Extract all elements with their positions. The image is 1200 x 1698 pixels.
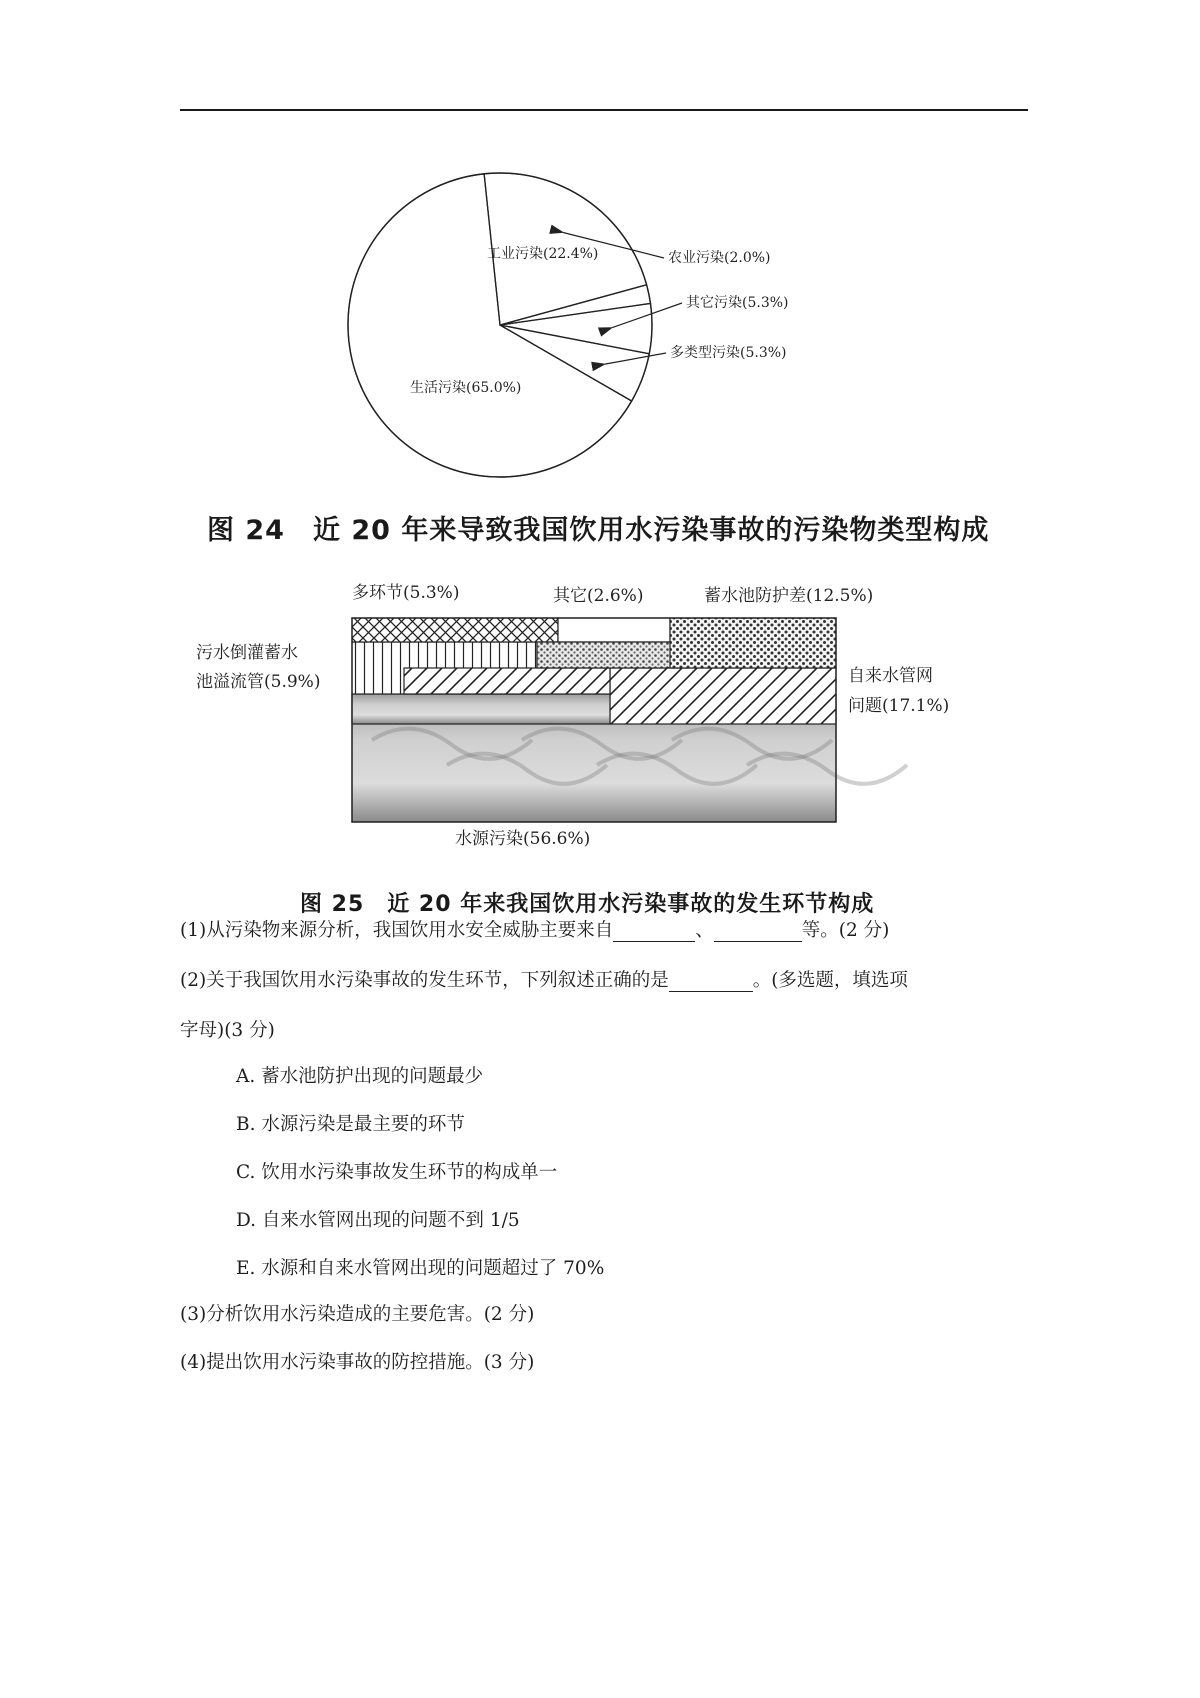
label-multi-stage: 多环节(5.3%)	[352, 583, 460, 603]
question-2-line-2: 字母)(3 分)	[180, 1020, 275, 1041]
label-pipe-line2: 问题(17.1%)	[848, 696, 950, 716]
label-overflow-line2: 池溢流管(5.9%)	[196, 672, 321, 692]
question-4: (4)提出饮用水污染事故的防控措施。(3 分)	[180, 1352, 535, 1373]
question-1	[180, 916, 889, 942]
option-b: B. 水源污染是最主要的环节	[236, 1114, 465, 1135]
figure-24-caption: 图 24 近 20 年来导致我国饮用水污染事故的污染物类型构成	[207, 515, 990, 546]
answer-blank-3[interactable]	[669, 971, 753, 992]
segment-multi-stage	[352, 618, 558, 642]
answer-blank-2[interactable]	[714, 921, 802, 942]
pie-slice-label: 生活污染(65.0%)	[410, 380, 522, 396]
label-reservoir-protection: 蓄水池防护差(12.5%)	[704, 586, 874, 606]
segment-pipe-network-overlay	[404, 668, 610, 694]
question-2-instruction: 。(多选题，填选项	[752, 970, 908, 991]
segment-reservoir-lower	[537, 642, 688, 668]
question-1-text: (1)从污染物来源分析，我国饮用水安全威胁主要来自	[180, 920, 614, 941]
question-1-separator: 、	[695, 920, 714, 941]
question-1-points: 等。(2 分)	[801, 920, 890, 941]
label-other: 其它(2.6%)	[553, 586, 644, 606]
option-a: A. 蓄水池防护出现的问题最少	[236, 1066, 484, 1087]
segment-water-source-upper	[352, 694, 610, 724]
option-c: C. 饮用水污染事故发生环节的构成单一	[236, 1162, 558, 1183]
pie-slice-label: 工业污染(22.4%)	[487, 246, 599, 262]
segment-other	[558, 618, 670, 642]
label-pipe-line1: 自来水管网	[848, 666, 933, 686]
pie-slice-label: 其它污染(5.3%)	[686, 295, 789, 311]
question-3: (3)分析饮用水污染造成的主要危害。(2 分)	[180, 1304, 535, 1325]
question-2-text: (2)关于我国饮用水污染事故的发生环节，下列叙述正确的是	[180, 970, 669, 991]
figure-25-caption: 图 25 近 20 年来我国饮用水污染事故的发生环节构成	[300, 892, 875, 917]
segment-pipe-network-right	[610, 668, 836, 724]
label-water-source: 水源污染(56.6%)	[455, 829, 591, 849]
pie-slice-label: 农业污染(2.0%)	[668, 250, 771, 266]
answer-blank-1[interactable]	[613, 921, 695, 942]
option-e: E. 水源和自来水管网出现的问题超过了 70%	[236, 1258, 605, 1279]
label-overflow-line1: 污水倒灌蓄水	[196, 643, 298, 663]
option-d: D. 自来水管网出现的问题不到 1/5	[236, 1210, 520, 1231]
question-2	[180, 966, 908, 992]
pie-slice-label: 多类型污染(5.3%)	[670, 345, 787, 361]
segment-reservoir-protection	[670, 618, 836, 668]
